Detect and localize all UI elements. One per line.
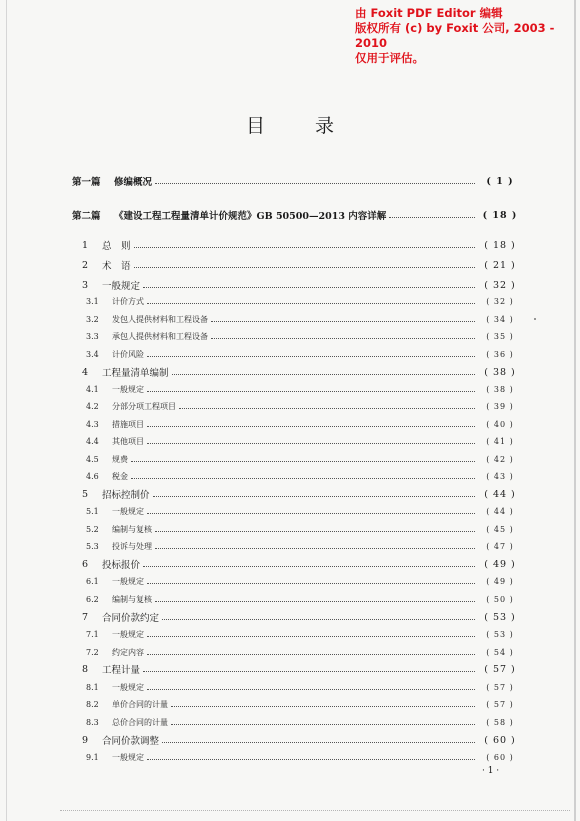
toc-entry-title: 税金 [112,471,128,481]
toc-leader-dots [147,426,475,427]
toc-leader-dots [147,654,475,655]
toc-entry-number: 4.1 [86,384,99,394]
bottom-cutoff-line [60,810,570,812]
toc-entry [86,347,522,361]
toc-entry-number: 8 [82,663,89,675]
toc-entry-title: 总 则 [102,241,131,252]
toc-entry-page: ( 41 ) [486,436,514,446]
toc-entry-page: ( 35 ) [486,331,514,341]
toc-entry-number: 8.3 [86,717,99,727]
toc-leader-dots [211,338,475,339]
toc-entry [72,174,522,188]
toc-entry [86,522,522,536]
toc-entry-number: 第二篇 [72,211,101,222]
toc-entry-title: 修编概况 [114,177,153,188]
watermark-line-1: 由 Foxit PDF Editor 编辑 [355,6,503,20]
toc-entry-page: ( 32 ) [484,279,516,291]
toc-entry-page: ( 53 ) [484,611,516,623]
toc-entry [86,504,522,518]
toc-entry-title: 编制与复核 [112,524,152,534]
toc-entry-number: 5 [82,488,89,500]
toc-leader-dots [134,247,475,248]
toc-entry-page: ( 39 ) [486,401,514,411]
page-title: 目 录 [245,115,357,137]
toc-entry-title: 计价风险 [112,349,144,359]
toc-entry-number: 2 [82,259,89,271]
toc-entry-number: 3.3 [86,331,99,341]
toc-entry-title: 招标控制价 [102,490,150,501]
toc-entry-title: 一般规定 [112,506,144,516]
toc-leader-dots [155,601,475,602]
toc-entry-page: ( 18 ) [482,209,518,221]
toc-entry-number: 4.3 [86,419,99,429]
toc-entry-title: 总价合同的计量 [112,717,168,727]
page-number: · 1 · [482,766,500,776]
toc-entry-page: ( 54 ) [486,647,514,657]
toc-entry-title: 一般规定 [112,576,144,586]
toc-entry-page: ( 53 ) [486,629,514,639]
toc-entry-title: 工程量清单编制 [102,368,169,379]
toc-entry [86,417,522,431]
toc-leader-dots [147,303,475,304]
toc-leader-dots [153,496,475,497]
toc-leader-dots [147,583,475,584]
toc-leader-dots [143,566,475,567]
toc-leader-dots [143,671,475,672]
toc-entry [82,557,522,571]
toc-entry-page: ( 42 ) [486,454,514,464]
toc-entry-title: 编制与复核 [112,594,152,604]
toc-entry-title: 约定内容 [112,647,144,657]
toc-entry-title: 投诉与处理 [112,541,152,551]
toc-entry-title: 术 语 [102,261,131,272]
toc-entry [86,750,522,764]
toc-entry-page: ( 32 ) [486,296,514,306]
toc-entry-number: 5.3 [86,541,99,551]
watermark-line-2: 版权所有 (c) by Foxit 公司, 2003 - 2010 [355,21,555,50]
toc-leader-dots [171,706,475,707]
toc-entry-number: 3.4 [86,349,99,359]
toc-entry [86,680,522,694]
toc-entry [86,399,522,413]
toc-entry [82,258,522,272]
toc-entry-title: 一般规定 [112,629,144,639]
toc-leader-dots [147,636,475,637]
toc-leader-dots [389,217,475,218]
toc-entry [82,610,522,624]
toc-leader-dots [131,478,475,479]
toc-entry-title: 《建设工程工程量清单计价规范》GB 50500—2013 内容详解 [114,211,387,222]
toc-entry-page: ( 1 ) [486,175,514,187]
toc-leader-dots [171,724,475,725]
toc-entry [72,208,522,222]
toc-entry-page: ( 38 ) [484,366,516,378]
toc-entry-title: 发包人提供材料和工程设备 [112,314,208,324]
toc-entry-number: 8.1 [86,682,99,692]
toc-entry-page: ( 57 ) [484,663,516,675]
toc-entry [86,715,522,729]
toc-leader-dots [131,461,475,462]
toc-entry [86,382,522,396]
toc-entry-number: 6.1 [86,576,99,586]
toc-entry-number: 7 [82,611,89,623]
toc-entry [86,452,522,466]
toc-entry-number: 第一篇 [72,177,101,188]
toc-entry-page: ( 60 ) [484,734,516,746]
toc-entry [86,434,522,448]
toc-entry-number: 9.1 [86,752,99,762]
toc-entry-title: 一般规定 [112,752,144,762]
toc-entry-page: ( 47 ) [486,541,514,551]
toc-leader-dots [155,183,475,184]
toc-leader-dots [147,513,475,514]
toc-entry-title: 投标报价 [102,560,141,571]
toc-entry-number: 7.2 [86,647,99,657]
toc-entry-title: 其他项目 [112,436,144,446]
toc-entry-number: 8.2 [86,699,99,709]
toc-leader-dots [143,287,475,288]
toc-entry [86,627,522,641]
toc-entry-number: 4.5 [86,454,99,464]
toc-entry-page: ( 58 ) [486,717,514,727]
toc-entry [82,733,522,747]
toc-entry-page: ( 36 ) [486,349,514,359]
toc-entry [82,662,522,676]
toc-entry-page: ( 38 ) [486,384,514,394]
toc-entry [82,365,522,379]
toc-entry-number: 1 [82,239,89,251]
toc-entry-page: ( 44 ) [486,506,514,516]
toc-leader-dots [162,742,475,743]
toc-entry-page: ( 49 ) [486,576,514,586]
toc-entry-number: 6 [82,558,89,570]
toc-entry-title: 一般规定 [112,682,144,692]
toc-entry [86,469,522,483]
toc-entry [86,574,522,588]
toc-entry-number: 4.2 [86,401,99,411]
toc-entry-page: ( 57 ) [486,682,514,692]
toc-leader-dots [147,356,475,357]
toc-entry [86,697,522,711]
toc-leader-dots [147,759,475,760]
foxit-watermark [355,6,580,66]
toc-entry-title: 措施项目 [112,419,144,429]
toc-entry-page: ( 50 ) [486,594,514,604]
toc-entry [86,645,522,659]
toc-entry-page: ( 57 ) [486,699,514,709]
toc-entry-number: 5.1 [86,506,99,516]
toc-entry-title: 承包人提供材料和工程设备 [112,331,208,341]
toc-entry-title: 合同价款调整 [102,736,160,747]
toc-leader-dots [155,548,475,549]
toc-leader-dots [211,321,475,322]
toc-entry-title: 一般规定 [102,281,141,292]
toc-leader-dots [179,408,475,409]
toc-entry-number: 3 [82,279,89,291]
toc-entry-page: ( 18 ) [484,239,516,251]
toc-entry-page: ( 45 ) [486,524,514,534]
toc-leader-dots [172,374,475,375]
toc-entry [86,294,522,308]
toc-leader-dots [162,619,475,620]
toc-entry [86,312,522,326]
toc-entry-page: ( 43 ) [486,471,514,481]
toc-entry-title: 一般规定 [112,384,144,394]
toc-entry-number: 6.2 [86,594,99,604]
toc-entry-number: 5.2 [86,524,99,534]
watermark-line-3: 仅用于评估。 [355,51,424,65]
toc-entry [86,329,522,343]
toc-entry-title: 分部分项工程项目 [112,401,176,411]
toc-entry [82,278,522,292]
toc-entry [86,539,522,553]
toc-entry-title: 合同价款约定 [102,613,160,624]
toc-entry-page: ( 21 ) [484,259,516,271]
toc-leader-dots [134,267,475,268]
toc-entry-title: 规费 [112,454,128,464]
toc-entry-number: 3.1 [86,296,99,306]
toc-entry-page: ( 34 ) [486,314,514,324]
toc-entry-title: 工程计量 [102,665,141,676]
toc-entry-page: ( 40 ) [486,419,514,429]
toc-entry-number: 4 [82,366,89,378]
scan-speck [534,318,536,320]
toc-leader-dots [155,531,475,532]
toc-entry [82,487,522,501]
toc-entry [82,238,522,252]
toc-entry-page: ( 60 ) [486,752,514,762]
toc-entry-number: 9 [82,734,89,746]
toc-entry-number: 3.2 [86,314,99,324]
toc-leader-dots [147,443,475,444]
toc-entry-number: 4.4 [86,436,99,446]
toc-entry-number: 4.6 [86,471,99,481]
toc-entry [86,592,522,606]
toc-leader-dots [147,391,475,392]
toc-entry-page: ( 44 ) [484,488,516,500]
toc-entry-title: 计价方式 [112,296,144,306]
toc-leader-dots [147,689,475,690]
toc-entry-page: ( 49 ) [484,558,516,570]
toc-entry-number: 7.1 [86,629,99,639]
toc-entry-title: 单价合同的计量 [112,699,168,709]
